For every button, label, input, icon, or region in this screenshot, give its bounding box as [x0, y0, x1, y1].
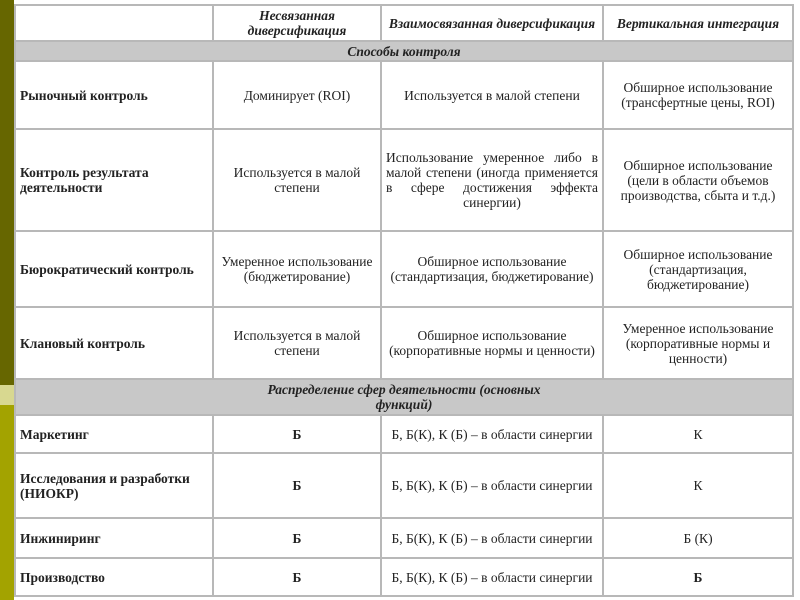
table-cell: Б, Б(К), К (Б) – в области синергии — [381, 453, 603, 518]
table-row — [15, 558, 793, 596]
row-label: Маркетинг — [15, 415, 213, 453]
comparison-table — [14, 4, 794, 597]
table-cell: Б, Б(К), К (Б) – в области синергии — [381, 518, 603, 558]
table-cell: Используется в малой степени — [213, 307, 381, 379]
table-cell: Б — [213, 558, 381, 596]
table-row — [15, 415, 793, 453]
table-cell: Б — [213, 518, 381, 558]
table-row — [15, 61, 793, 129]
section-row — [15, 41, 793, 61]
table-cell: Используется в малой степени — [381, 61, 603, 129]
slide-accent-stripe — [0, 405, 14, 600]
table-cell: Используется в малой степени — [213, 129, 381, 231]
header-row — [15, 5, 793, 41]
slide-accent-stripe — [0, 385, 14, 405]
table-cell: Обширное использование (цели в области объемов производства, сбыта и т.д.) — [603, 129, 793, 231]
row-label: Исследования и разработки (НИОКР) — [15, 453, 213, 518]
table-cell: Обширное использование (трансфертные цены, ROI) — [603, 61, 793, 129]
table-cell: Б — [603, 558, 793, 596]
table-cell: К — [603, 453, 793, 518]
row-label: Клановый контроль — [15, 307, 213, 379]
table-cell: Б (К) — [603, 518, 793, 558]
table-row — [15, 129, 793, 231]
header-cell: Вертикальная интеграция — [603, 5, 793, 41]
slide-accent-stripe — [0, 0, 14, 385]
table-cell: Обширное использование (стандартизация, бюджетирование) — [381, 231, 603, 307]
table-cell: Обширное использование (корпоративные нормы и ценности) — [381, 307, 603, 379]
table-cell: Б, Б(К), К (Б) – в области синергии — [381, 415, 603, 453]
header-cell — [15, 5, 213, 41]
row-label: Контроль результата деятельности — [15, 129, 213, 231]
table-cell: К — [603, 415, 793, 453]
row-label: Бюрократический контроль — [15, 231, 213, 307]
row-label: Производство — [15, 558, 213, 596]
table-cell: Б — [213, 415, 381, 453]
table-cell: Обширное использование (стандартизация, бюджетирование) — [603, 231, 793, 307]
row-label: Инжиниринг — [15, 518, 213, 558]
table-cell: Использование умеренное либо в малой степени (иногда применяется в сфере достижения эффекта синергии) — [381, 129, 603, 231]
table-cell: Умеренное использование (корпоративные нормы и ценности) — [603, 307, 793, 379]
header-cell: Взаимосвязанная диверсификация — [381, 5, 603, 41]
row-label: Рыночный контроль — [15, 61, 213, 129]
table-row — [15, 231, 793, 307]
table-row — [15, 453, 793, 518]
section-row — [15, 379, 793, 415]
table-cell: Б — [213, 453, 381, 518]
table-row — [15, 518, 793, 558]
section-title: Способы контроля — [15, 41, 793, 61]
table-cell: Умеренное использование (бюджетирование) — [213, 231, 381, 307]
table-row — [15, 307, 793, 379]
table-cell: Доминирует (ROI) — [213, 61, 381, 129]
section-title: Распределение сфер деятельности (основных функций) — [15, 379, 793, 415]
table-cell: Б, Б(К), К (Б) – в области синергии — [381, 558, 603, 596]
header-cell: Несвязанная диверсификация — [213, 5, 381, 41]
